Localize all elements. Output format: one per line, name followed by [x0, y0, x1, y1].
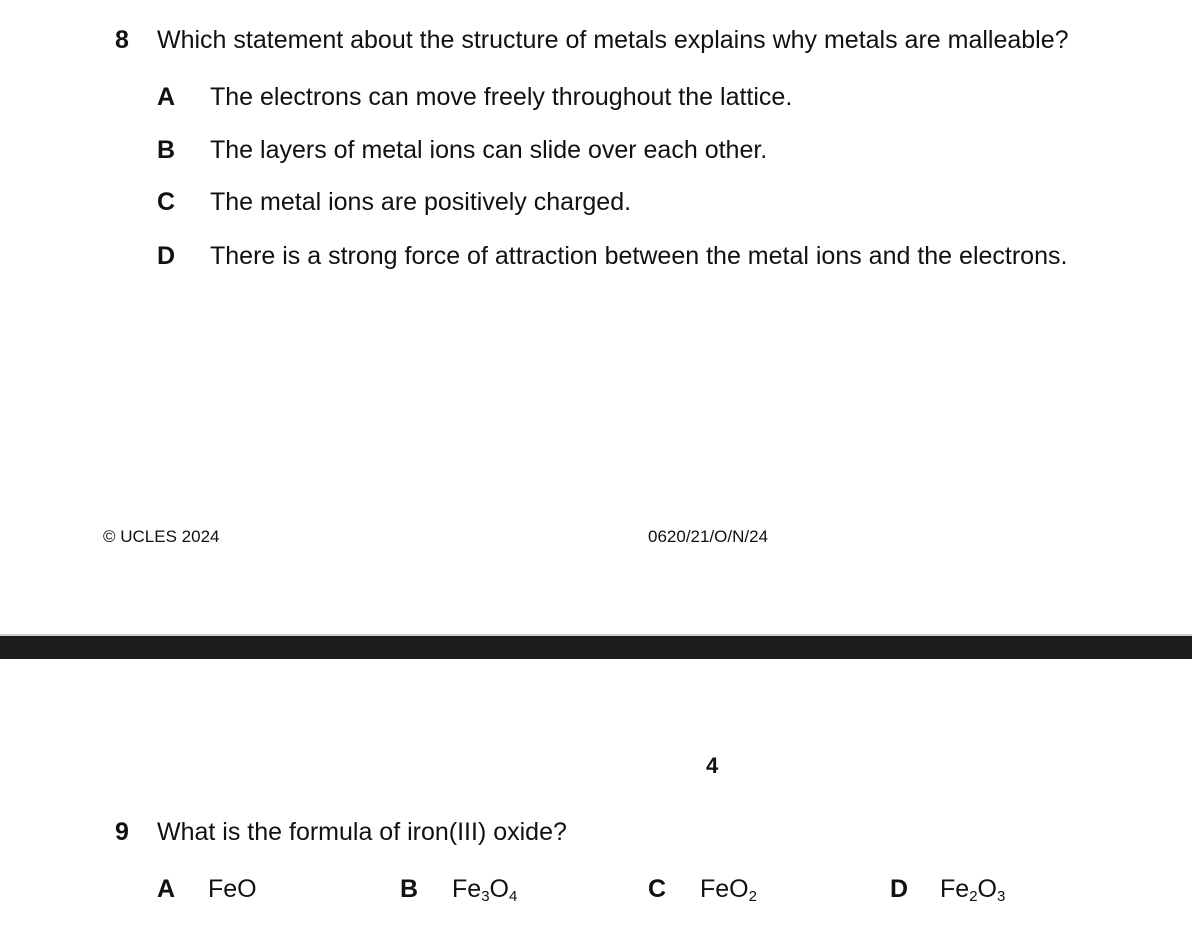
question-text: What is the formula of iron(III) oxide?	[157, 818, 567, 846]
option-letter: C	[648, 875, 667, 903]
formula-fe2o3	[940, 874, 1005, 904]
question-text: Which statement about the structure of metals explains why metals are malleable?	[157, 26, 1069, 54]
formula-subscript: 4	[508, 888, 518, 905]
formula-subscript: 3	[996, 888, 1006, 905]
option-text: The metal ions are positively charged.	[210, 188, 632, 216]
formula-fe3o4	[452, 874, 517, 904]
formula-part: Fe	[940, 875, 970, 903]
page-break-divider	[0, 636, 1192, 659]
question-number: 9	[115, 818, 129, 846]
option-text: The electrons can move freely throughout the lattice.	[210, 83, 793, 111]
option-text: There is a strong force of attraction between the metal ions and the electrons.	[210, 242, 1068, 270]
formula-part: FeO	[700, 875, 749, 903]
formula-part: O	[489, 875, 509, 903]
formula-feo	[208, 874, 257, 904]
question-number: 8	[115, 26, 129, 54]
option-letter: C	[157, 188, 176, 216]
formula-part: O	[977, 875, 997, 903]
option-text: The layers of metal ions can slide over each other.	[210, 136, 768, 164]
option-letter: A	[157, 875, 176, 903]
option-letter: A	[157, 83, 176, 111]
formula-feo2	[700, 874, 757, 904]
option-letter: B	[157, 136, 176, 164]
formula-part: Fe	[452, 875, 482, 903]
formula-subscript: 2	[748, 888, 757, 905]
formula-subscript: 3	[481, 888, 490, 905]
option-letter: D	[157, 242, 176, 270]
page-number: 4	[706, 753, 719, 778]
formula-subscript: 2	[969, 888, 978, 905]
formula-part: FeO	[208, 875, 257, 903]
option-letter: D	[890, 875, 909, 903]
copyright: © UCLES 2024	[103, 527, 220, 546]
paper-code: 0620/21/O/N/24	[648, 527, 769, 546]
option-letter: B	[400, 875, 419, 903]
